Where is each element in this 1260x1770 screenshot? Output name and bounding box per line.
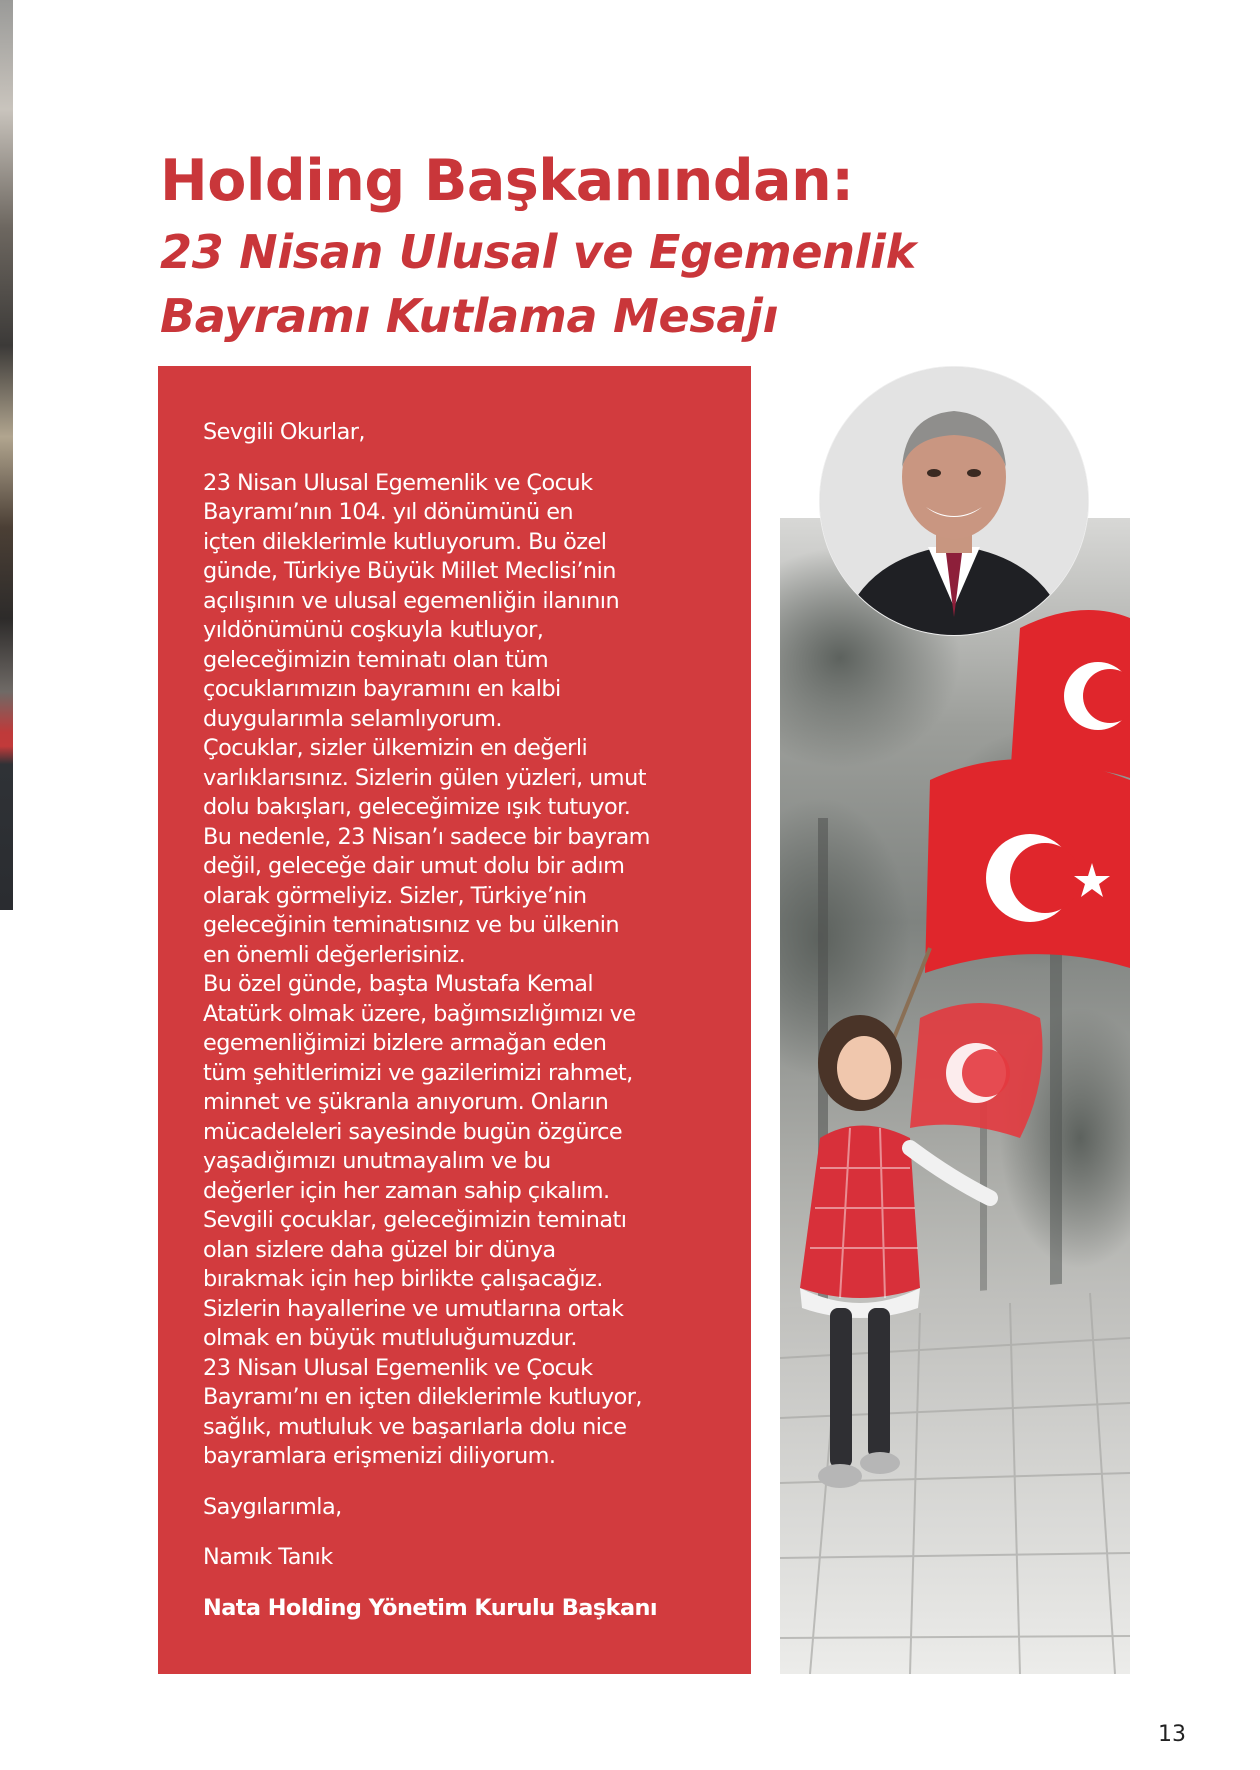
letter-body-line: duygularımla selamlıyorum.	[203, 705, 502, 732]
letter-body-line: Bu nedenle, 23 Nisan’ı sadece bir bayram	[203, 823, 650, 850]
page-number: 13	[1158, 1722, 1186, 1747]
flag-lower	[910, 1003, 1043, 1138]
letter-body-line: Bayramı’nın 104. yıl dönümünü en	[203, 499, 574, 525]
letter-body-line: değil, geleceğe dair umut dolu bir adım	[203, 853, 625, 879]
letter-body-line: değerler için her zaman sahip çıkalım.	[203, 1177, 610, 1204]
signer-name: Namık Tanık	[203, 1544, 333, 1570]
letter-body-line: çocuklarımızın bayramını en kalbi	[203, 676, 561, 702]
letter-body-line: Bayramı’nı en içten dileklerimle kutluyor,	[203, 1384, 642, 1410]
letter-body-line: olarak görmeliyiz. Sizler, Türkiye’nin	[203, 882, 587, 909]
letter-body-line: geleceğimizin teminatı olan tüm	[203, 646, 549, 673]
letter-body-line: Sizlerin hayallerine ve umutlarına ortak	[203, 1295, 624, 1322]
subtitle-line-2: Bayramı Kutlama Mesajı	[160, 289, 779, 343]
letter-body-line: varlıklarısınız. Sizlerin gülen yüzleri, umut	[203, 764, 646, 791]
signer-title: Nata Holding Yönetim Kurulu Başkanı	[203, 1594, 658, 1621]
previous-page-photo-edge	[0, 0, 13, 910]
letter-body-line: Çocuklar, sizler ülkemizin en değerli	[203, 735, 588, 761]
letter-body-line: yaşadığımızı unutmayalım ve bu	[203, 1148, 551, 1174]
portrait-illustration	[820, 367, 1088, 635]
letter-body-line: dolu bakışları, geleceğimize ışık tutuyor.	[203, 794, 631, 820]
letter-body-line: minnet ve şükranla anıyorum. Onların	[203, 1089, 609, 1115]
subtitle-line-1: 23 Nisan Ulusal ve Egemenlik	[160, 225, 916, 279]
letter-body-line: bırakmak için hep birlikte çalışacağız.	[203, 1266, 603, 1292]
page-title: Holding Başkanından:	[160, 148, 854, 214]
flags-photo-illustration	[780, 518, 1130, 1674]
letter-body-line: açılışının ve ulusal egemenliğin ilanının	[203, 587, 620, 614]
letter-body-line: Atatürk olmak üzere, bağımsızlığımızı ve	[203, 1000, 636, 1027]
letter-body-line: sağlık, mutluluk ve başarılarla dolu nice	[203, 1413, 627, 1440]
letter-body-line: Bu özel günde, başta Mustafa Kemal	[203, 971, 594, 997]
letter-body-line: olmak en büyük mutluluğumuzdur.	[203, 1325, 577, 1351]
letter-body-line: mücadeleleri sayesinde bugün özgürce	[203, 1118, 623, 1145]
letter-body-line: 23 Nisan Ulusal Egemenlik ve Çocuk	[203, 1354, 593, 1381]
letter-body-line: içten dileklerimle kutluyorum. Bu özel	[203, 528, 607, 555]
letter-body-line: günde, Türkiye Büyük Millet Meclisi’nin	[203, 558, 616, 584]
letter-greeting: Sevgili Okurlar,	[203, 419, 365, 445]
chairman-portrait	[820, 367, 1088, 635]
letter-body-line: Sevgili çocuklar, geleceğimizin teminatı	[203, 1207, 627, 1233]
letter-body-line: yıldönümünü coşkuyla kutluyor,	[203, 617, 544, 643]
letter-closing: Saygılarımla,	[203, 1493, 342, 1520]
page-subtitle	[160, 220, 1060, 348]
letter-body-line: en önemli değerlerisiniz.	[203, 941, 466, 968]
flag-top	[1010, 610, 1130, 780]
letter-body-line: olan sizlere daha güzel bir dünya	[203, 1236, 556, 1263]
letter-body-line: egemenliğimizi bizlere armağan eden	[203, 1030, 607, 1056]
letter-body-line: geleceğinin teminatısınız ve bu ülkenin	[203, 912, 620, 938]
flag-middle	[925, 759, 1130, 973]
letter-panel	[158, 366, 751, 1674]
letter-text	[203, 418, 733, 1623]
letter-body	[203, 469, 733, 1472]
letter-body-line: 23 Nisan Ulusal Egemenlik ve Çocuk	[203, 469, 593, 496]
flags-child-photo	[780, 518, 1130, 1674]
letter-body-line: tüm şehitlerimizi ve gazilerimizi rahmet,	[203, 1059, 633, 1086]
letter-body-line: bayramlara erişmenizi diliyorum.	[203, 1443, 556, 1469]
